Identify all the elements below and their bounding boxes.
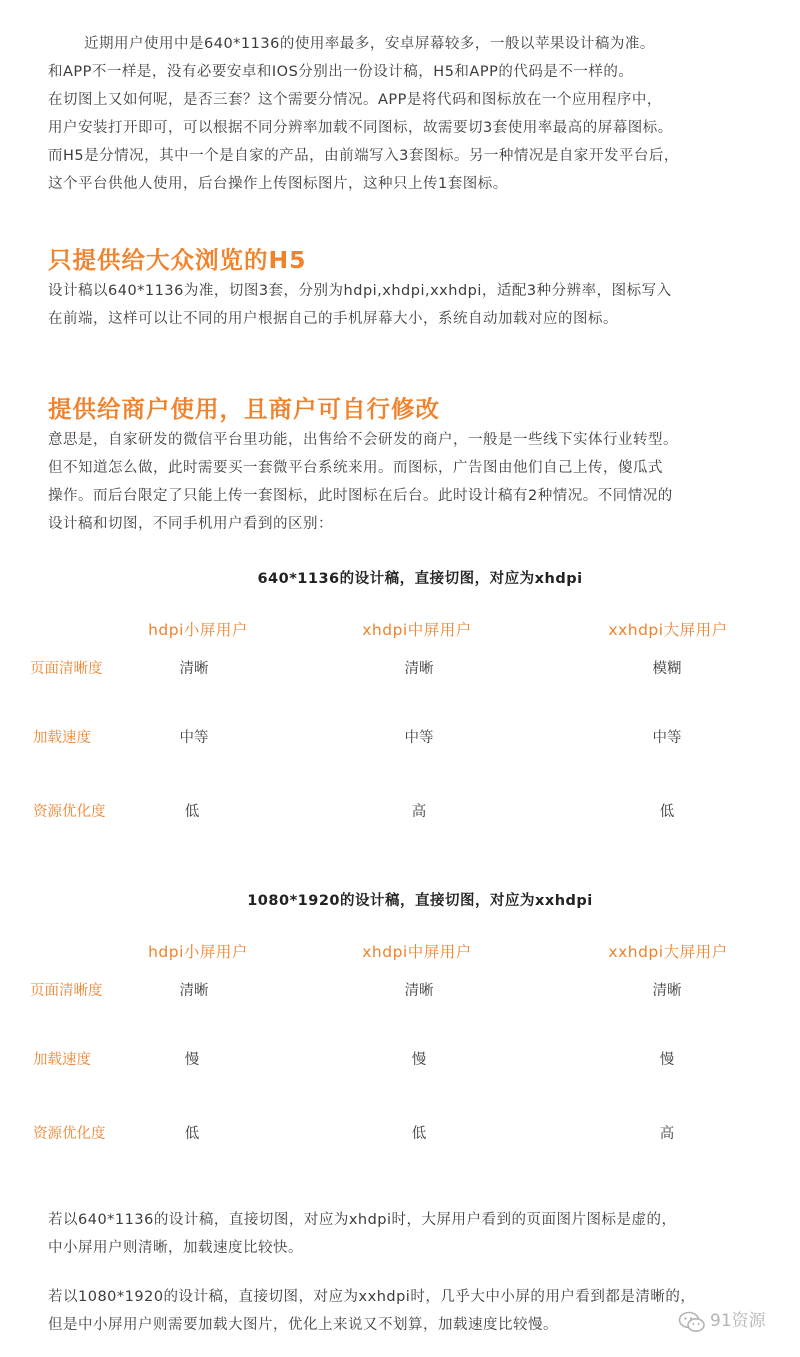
section1-paragraph	[48, 277, 800, 333]
table-cell: 中等	[179, 730, 209, 746]
column-header-xhdpi: xhdpi中屏用户	[362, 621, 472, 639]
wechat-icon	[678, 1311, 706, 1333]
text-line: 若以1080*1920的设计稿，直接切图，对应为xxhdpi时，几乎大中小屏的用户看到都是清晰的，	[48, 1289, 696, 1305]
text-line: 意思是，自家研发的微信平台里功能，出售给不会研发的商户，一般是一些线下实体行业转型。	[48, 432, 678, 448]
text-line: 在前端，这样可以让不同的用户根据自己的手机屏幕大小，系统自动加载对应的图标。	[48, 311, 618, 327]
table-cell: 模糊	[652, 661, 682, 677]
table-cell: 清晰	[652, 983, 682, 999]
column-header-xhdpi: xhdpi中屏用户	[362, 943, 472, 961]
table-cell: 中等	[404, 730, 434, 746]
table-cell: 清晰	[404, 983, 434, 999]
table-cell: 慢	[659, 1052, 675, 1068]
table2-caption: 1080*1920的设计稿，直接切图，对应为xxhdpi	[247, 893, 593, 909]
text-line: 设计稿以640*1136为准，切图3套，分别为hdpi,xhdpi,xxhdpi，适配3种分辨率，图标写入	[48, 283, 672, 299]
text-line: 在切图上又如何呢，是否三套？这个需要分情况。APP是将代码和图标放在一个应用程序中，	[48, 92, 662, 108]
table-cell: 慢	[411, 1052, 427, 1068]
text-line: 操作。而后台限定了只能上传一套图标，此时图标在后台。此时设计稿有2种情况。不同情况的	[48, 488, 673, 504]
table-cell: 低	[184, 804, 200, 820]
text-line: 近期用户使用中是640*1136的使用率最多，安卓屏幕较多，一般以苹果设计稿为准。	[84, 36, 655, 52]
text-line: 这个平台供他人使用，后台操作上传图标图片，这种只上传1套图标。	[48, 176, 508, 192]
table-cell: 低	[411, 1126, 427, 1142]
watermark	[678, 1308, 800, 1334]
text-line: 中小屏用户则清晰，加载速度比较快。	[48, 1240, 303, 1256]
watermark-text: 91资源	[710, 1311, 766, 1331]
section-heading-public-h5: 只提供给大众浏览的H5	[48, 246, 307, 274]
row-header-load-speed: 加载速度	[33, 1052, 91, 1068]
text-line: 若以640*1136的设计稿，直接切图，对应为xhdpi时，大屏用户看到的页面图片图标是虚的，	[48, 1212, 677, 1228]
table-cell: 中等	[652, 730, 682, 746]
row-header-load-speed: 加载速度	[33, 730, 91, 746]
table-cell: 低	[659, 804, 675, 820]
text-line: 而H5是分情况，其中一个是自家的产品，由前端写入3套图标。另一种情况是自家开发平台后，	[48, 148, 679, 164]
column-header-hdpi: hdpi小屏用户	[148, 621, 248, 639]
table-cell: 低	[184, 1126, 200, 1142]
table-cell: 清晰	[404, 661, 434, 677]
column-header-xxhdpi: xxhdpi大屏用户	[608, 943, 728, 961]
row-header-optimization: 资源优化度	[33, 1126, 106, 1142]
table-cell: 清晰	[179, 983, 209, 999]
intro-paragraph	[48, 30, 800, 198]
row-header-clarity: 页面清晰度	[30, 983, 103, 999]
column-header-xxhdpi: xxhdpi大屏用户	[608, 621, 728, 639]
column-header-hdpi: hdpi小屏用户	[148, 943, 248, 961]
comparison-table-xhdpi	[0, 615, 800, 845]
table1-caption: 640*1136的设计稿，直接切图，对应为xhdpi	[257, 571, 583, 587]
table-cell: 清晰	[179, 661, 209, 677]
table-cell: 慢	[184, 1052, 200, 1068]
text-line: 设计稿和切图，不同手机用户看到的区别：	[48, 516, 333, 532]
text-line: 和APP不一样是，没有必要安卓和IOS分别出一份设计稿，H5和APP的代码是不一样的。	[48, 64, 634, 80]
row-header-optimization: 资源优化度	[33, 804, 106, 820]
text-line: 但是中小屏用户则需要加载大图片，优化上来说又不划算，加载速度比较慢。	[48, 1317, 558, 1333]
text-line: 用户安装打开即可，可以根据不同分辨率加载不同图标，故需要切3套使用率最高的屏幕图标。	[48, 120, 673, 136]
table-cell: 高	[659, 1126, 675, 1142]
row-header-clarity: 页面清晰度	[30, 661, 103, 677]
section2-paragraph	[48, 426, 800, 538]
text-line: 但不知道怎么做，此时需要买一套微平台系统来用。而图标，广告图由他们自己上传，傻瓜式	[48, 460, 663, 476]
comparison-table-xxhdpi	[0, 937, 800, 1167]
section-heading-merchant: 提供给商户使用，且商户可自行修改	[48, 395, 440, 423]
conclusion-paragraph-xhdpi	[48, 1206, 800, 1262]
table-cell: 高	[411, 804, 427, 820]
